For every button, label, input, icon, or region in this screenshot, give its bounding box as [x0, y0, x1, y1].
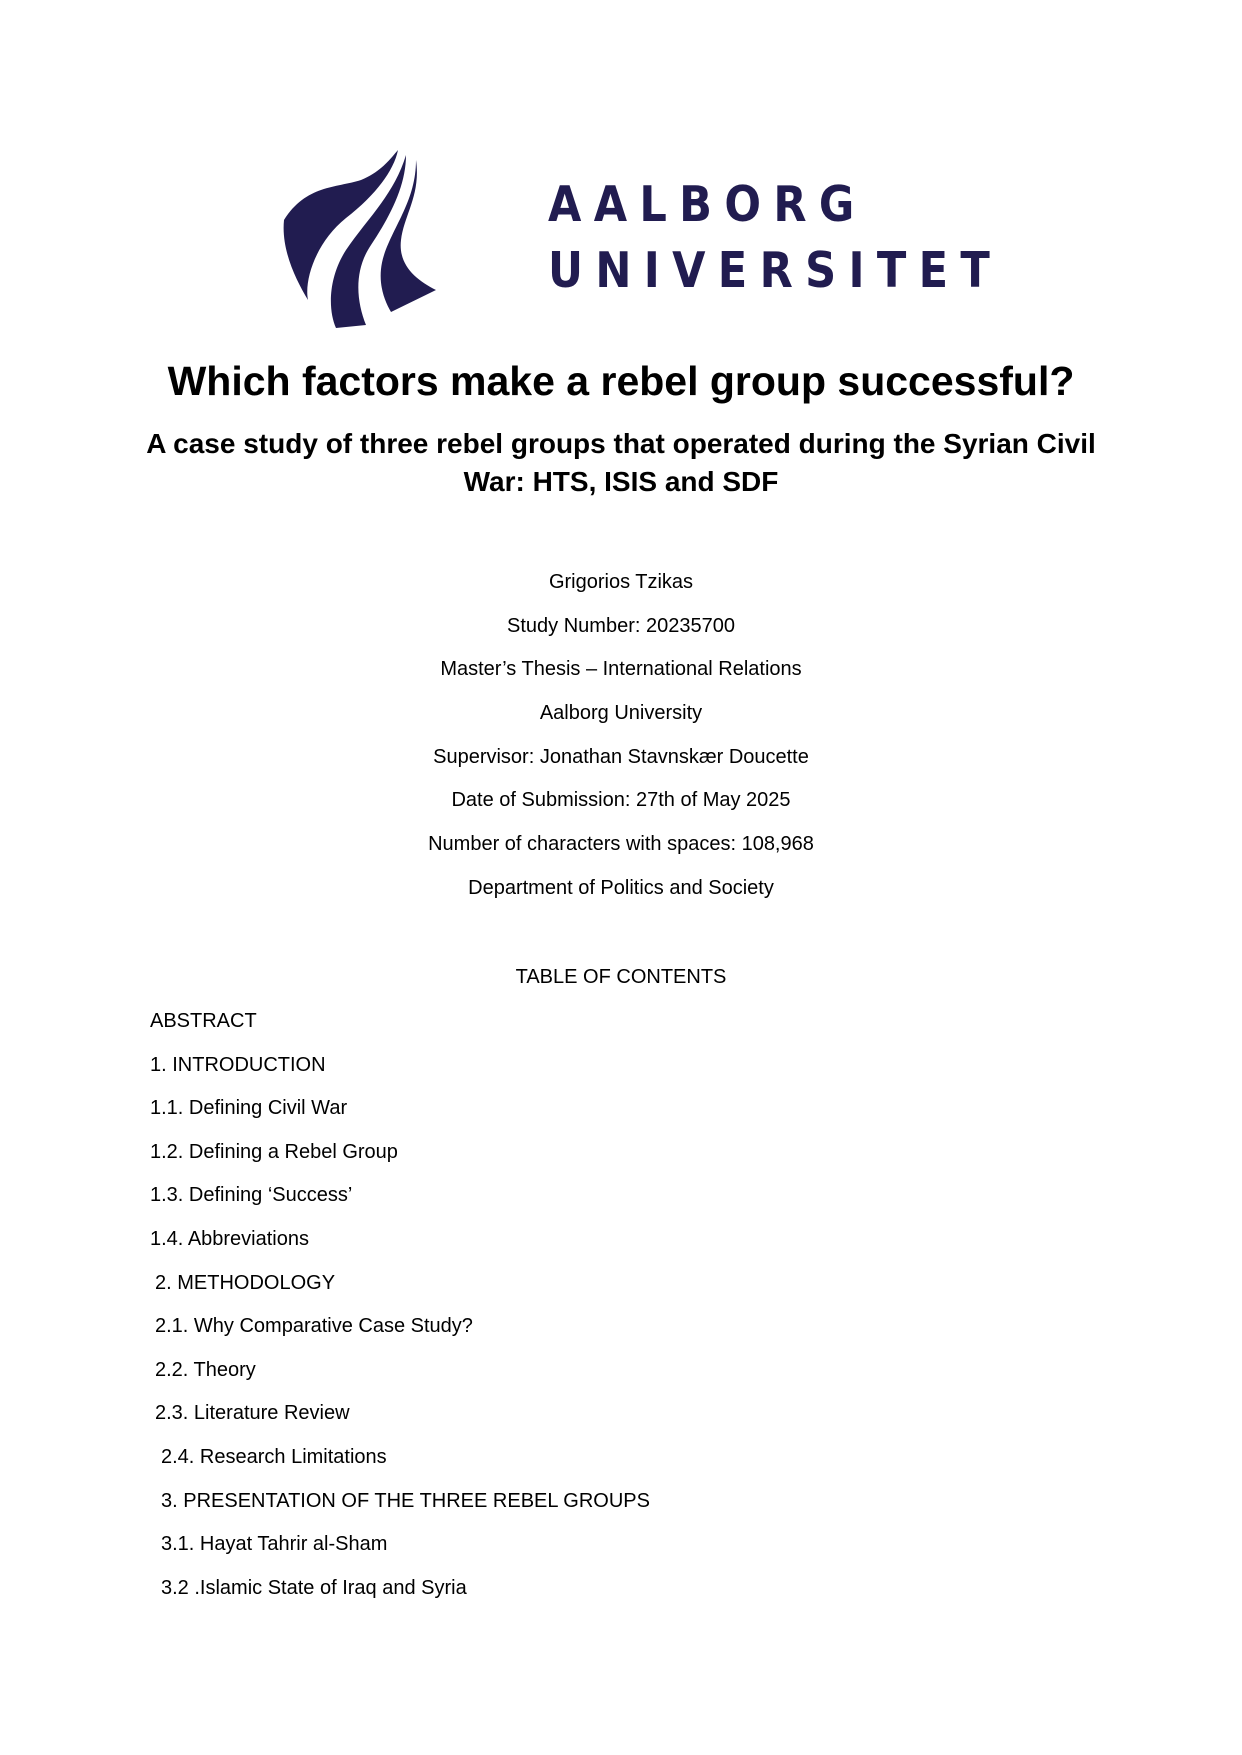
author: Grigorios Tzikas [548, 571, 694, 593]
document-subtitle: A case study of three rebel groups that operated during the Syrian Civil War: HTS, ISIS and SDF [146, 428, 1096, 497]
logo-line-1: AALBORG [548, 176, 867, 233]
department: Department of Politics and Society [468, 876, 774, 899]
supervisor: Supervisor: Jonathan Stavnskær Doucette [433, 745, 809, 768]
toc-item[interactable]: 2.2. Theory [155, 1358, 256, 1381]
university-logo [276, 150, 1003, 330]
toc-heading: TABLE OF CONTENTS [515, 966, 727, 988]
toc-item[interactable]: 1.3. Defining ‘Success’ [150, 1184, 353, 1207]
toc-item[interactable]: 2.1. Why Comparative Case Study? [155, 1315, 473, 1338]
university: Aalborg University [539, 702, 703, 725]
table-of-contents [0, 1010, 1242, 1620]
thesis-type: Master’s Thesis – International Relations [440, 658, 802, 681]
toc-item[interactable]: ABSTRACT [150, 1010, 257, 1032]
toc-item[interactable]: 3.2 .Islamic State of Iraq and Syria [161, 1576, 467, 1599]
character-count: Number of characters with spaces: 108,968 [428, 833, 814, 856]
toc-item[interactable]: 2.3. Literature Review [155, 1402, 350, 1425]
toc-item[interactable]: 1.4. Abbreviations [150, 1227, 309, 1250]
toc-item[interactable]: 3. PRESENTATION OF THE THREE REBEL GROUPS [161, 1489, 650, 1512]
toc-item[interactable]: 1.1. Defining Civil War [150, 1097, 348, 1120]
title-page-meta [0, 571, 1242, 921]
study-number: Study Number: 20235700 [507, 614, 735, 637]
document-title: Which factors make a rebel group successful? [167, 358, 1075, 404]
toc-item[interactable]: 1. INTRODUCTION [150, 1053, 326, 1076]
aalborg-wave-logo-icon [276, 150, 441, 330]
toc-item[interactable]: 3.1. Hayat Tahrir al-Sham [161, 1533, 388, 1556]
toc-item[interactable]: 2.4. Research Limitations [161, 1445, 387, 1468]
toc-item[interactable]: 1.2. Defining a Rebel Group [150, 1140, 398, 1163]
logo-wordmark [548, 172, 1002, 304]
toc-item[interactable]: 2. METHODOLOGY [155, 1271, 336, 1294]
submission-date: Date of Submission: 27th of May 2025 [451, 789, 791, 812]
logo-line-2: UNIVERSITET [548, 242, 1003, 299]
